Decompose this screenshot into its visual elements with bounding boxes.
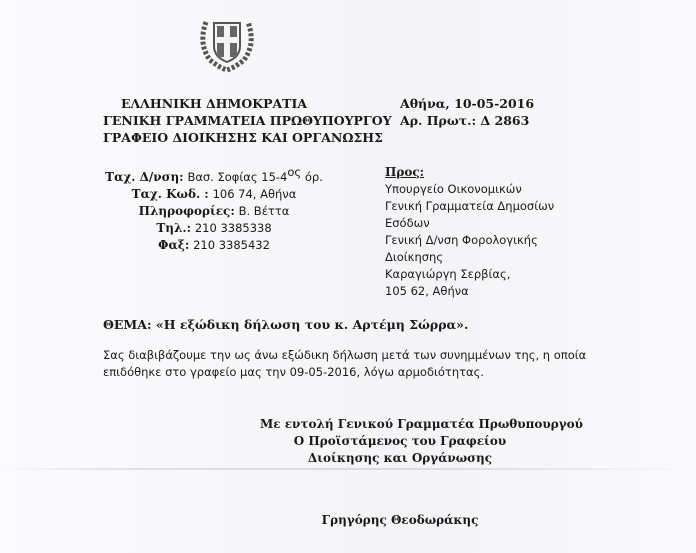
body-line: επιδόθηκε στο γραφείο μας την 09-05-2016, λόγω αρμοδιότητας. — [103, 365, 485, 379]
sender-address: Ταχ. Δ/νση: Βασ. Σοφίας 15-4ος όρ. — [105, 165, 323, 184]
subject-line: ΘΕΜΑ: «Η εξώδικη δήλωση του κ. Αρτέμη Σώρρα». — [103, 317, 469, 332]
recipient-block — [385, 164, 554, 300]
body-text — [103, 347, 586, 381]
sender-details — [104, 164, 324, 254]
issuer-header — [103, 95, 392, 146]
document-meta — [400, 95, 534, 129]
paper-fold — [0, 468, 696, 470]
signature-line: Ο Προϊστάμενος του Γραφείου — [293, 434, 507, 448]
sender-phone: Τηλ.: 210 3385338 — [156, 221, 272, 235]
signature-block — [260, 416, 583, 467]
greek-coat-of-arms-icon — [196, 10, 258, 72]
recipient-line: Υπουργείο Οικονομικών — [385, 182, 522, 196]
recipient-line: Γενική Δ/νση Φορολογικής — [385, 233, 538, 247]
date-line: Αθήνα, 10-05-2016 — [400, 96, 535, 111]
recipient-line: Καραγιώργη Σερβίας, — [385, 267, 511, 281]
signature-line: Με εντολή Γενικού Γραμματέα Πρωθυπουργού — [260, 417, 583, 431]
header-line: ΓΡΑΦΕΙΟ ΔΙΟΙΚΗΣΗΣ ΚΑΙ ΟΡΓΑΝΩΣΗΣ — [103, 130, 383, 145]
header-line: ΓΕΝΙΚΗ ΓΡΑΜΜΑΤΕΙΑ ΠΡΩΘΥΠΟΥΡΓΟΥ — [103, 113, 392, 128]
sender-fax: Φαξ: 210 3385432 — [158, 238, 270, 252]
recipient-heading: Προς: — [385, 165, 425, 179]
recipient-line: Εσόδων — [385, 216, 430, 230]
header-line: ΕΛΛΗΝΙΚΗ ΔΗΜΟΚΡΑΤΙΑ — [120, 96, 308, 111]
sender-info: Πληροφορίες: Β. Βέττα — [138, 204, 290, 218]
signature-line: Διοίκησης και Οργάνωσης — [307, 451, 493, 465]
recipient-line: 105 62, Αθήνα — [385, 284, 469, 298]
protocol-number: Αρ. Πρωτ.: Δ 2863 — [400, 113, 530, 128]
sender-postcode: Ταχ. Κωδ. : 106 74, Αθήνα — [131, 187, 297, 201]
recipient-line: Γενική Γραμματεία Δημοσίων — [385, 199, 555, 213]
recipient-line: Διοίκησης — [385, 250, 444, 264]
signatory-name: Γρηγόρης Θεοδωράκης — [321, 513, 479, 527]
body-line: Σας διαβιβάζουμε την ως άνω εξώδικη δήλωση μετά των συνημμένων της, η οποία — [103, 348, 587, 362]
